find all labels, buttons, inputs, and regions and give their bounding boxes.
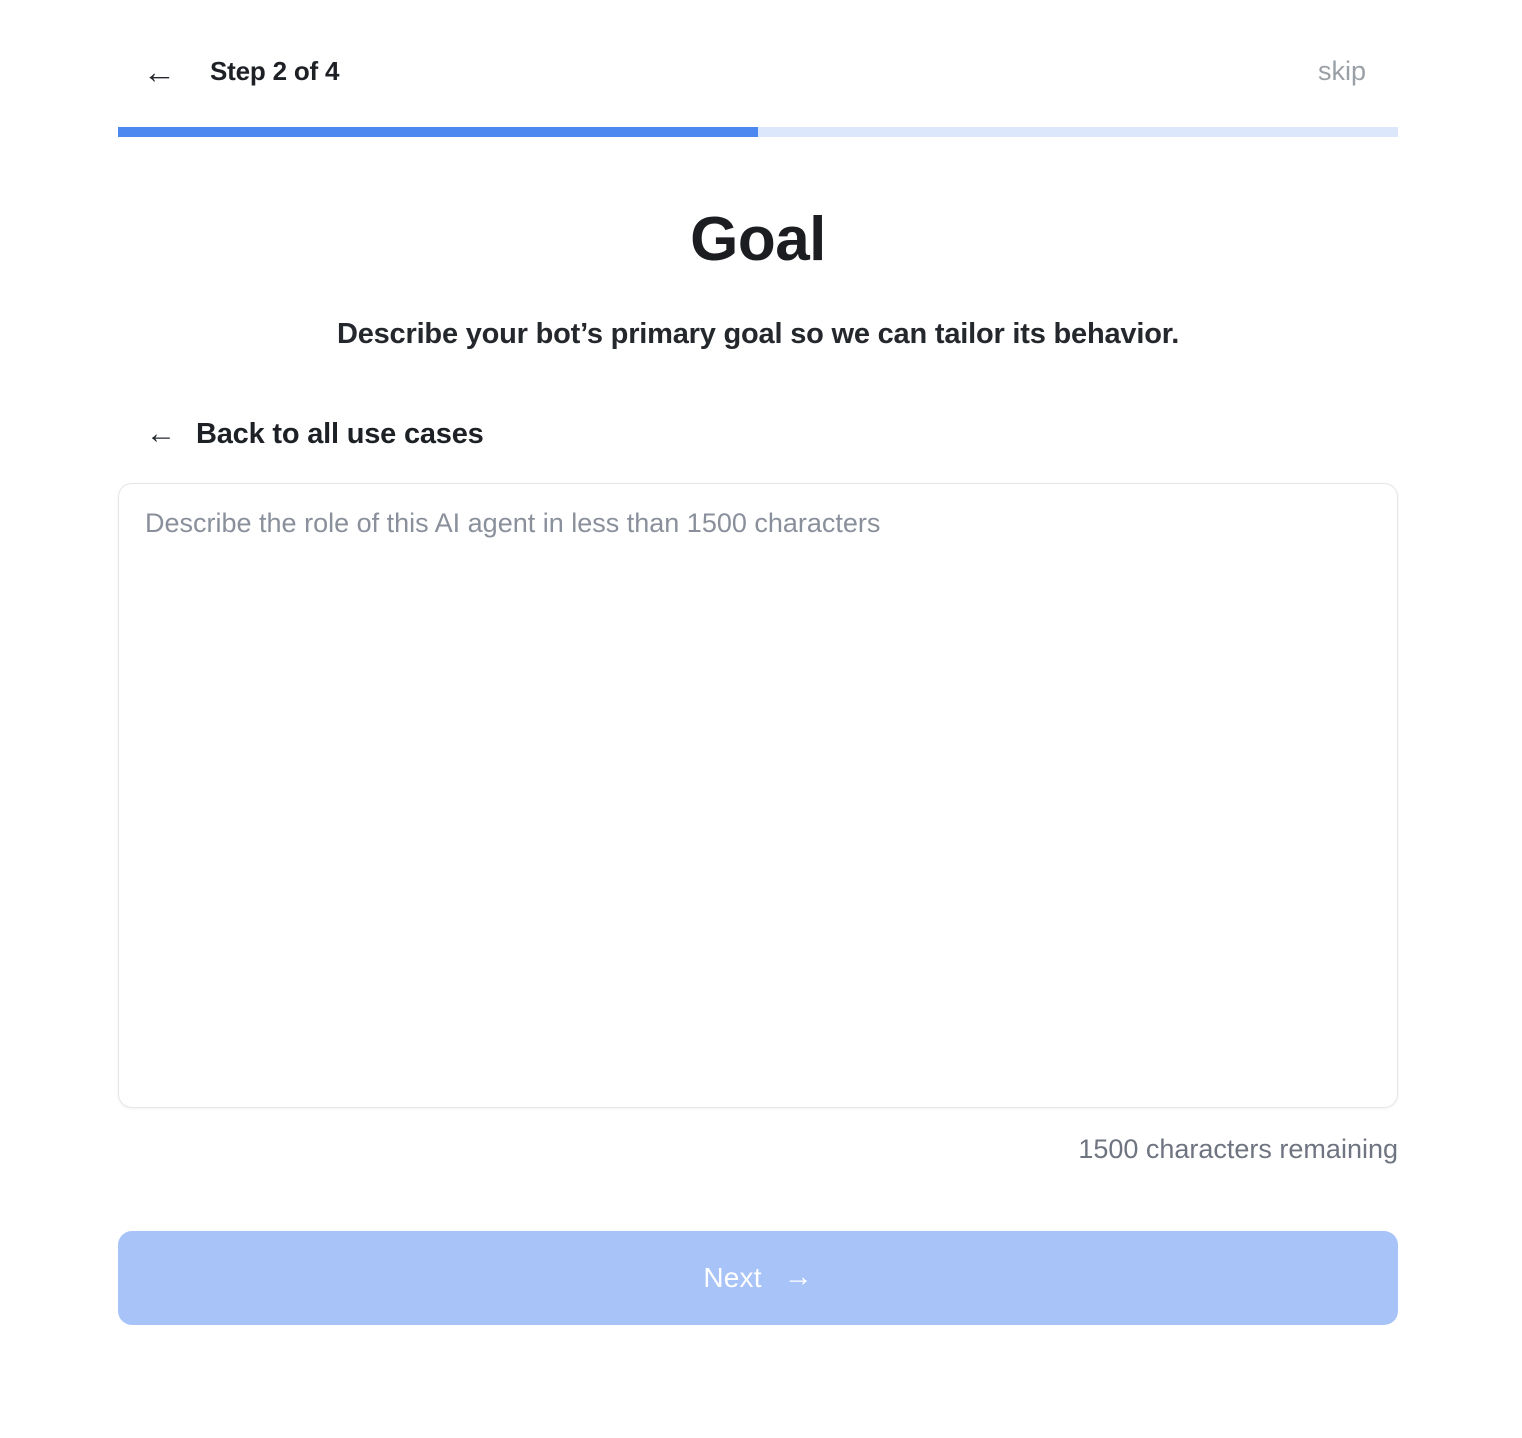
character-counter: 1500 characters remaining <box>1078 1133 1398 1164</box>
back-arrow-icon: ← <box>143 52 176 90</box>
next-button[interactable] <box>118 1231 1398 1325</box>
progress-fill <box>118 127 758 137</box>
page-title: Goal <box>690 205 826 274</box>
back-link-label: Back to all use cases <box>196 417 484 450</box>
next-button-label: Next <box>703 1261 762 1293</box>
wizard-page <box>118 52 1398 1325</box>
back-button[interactable] <box>143 52 176 90</box>
back-arrow-icon: ← <box>146 417 176 451</box>
goal-description-input[interactable] <box>118 483 1398 1108</box>
step-indicator: Step 2 of 4 <box>210 55 340 86</box>
page-subtitle: Describe your bot’s primary goal so we can tailor its behavior. <box>336 318 1180 350</box>
wizard-header <box>118 52 1398 90</box>
progress-bar <box>118 127 1398 137</box>
back-to-use-cases-link[interactable] <box>146 418 484 451</box>
right-arrow-icon: → <box>783 1261 813 1294</box>
skip-link[interactable]: skip <box>1317 55 1366 86</box>
